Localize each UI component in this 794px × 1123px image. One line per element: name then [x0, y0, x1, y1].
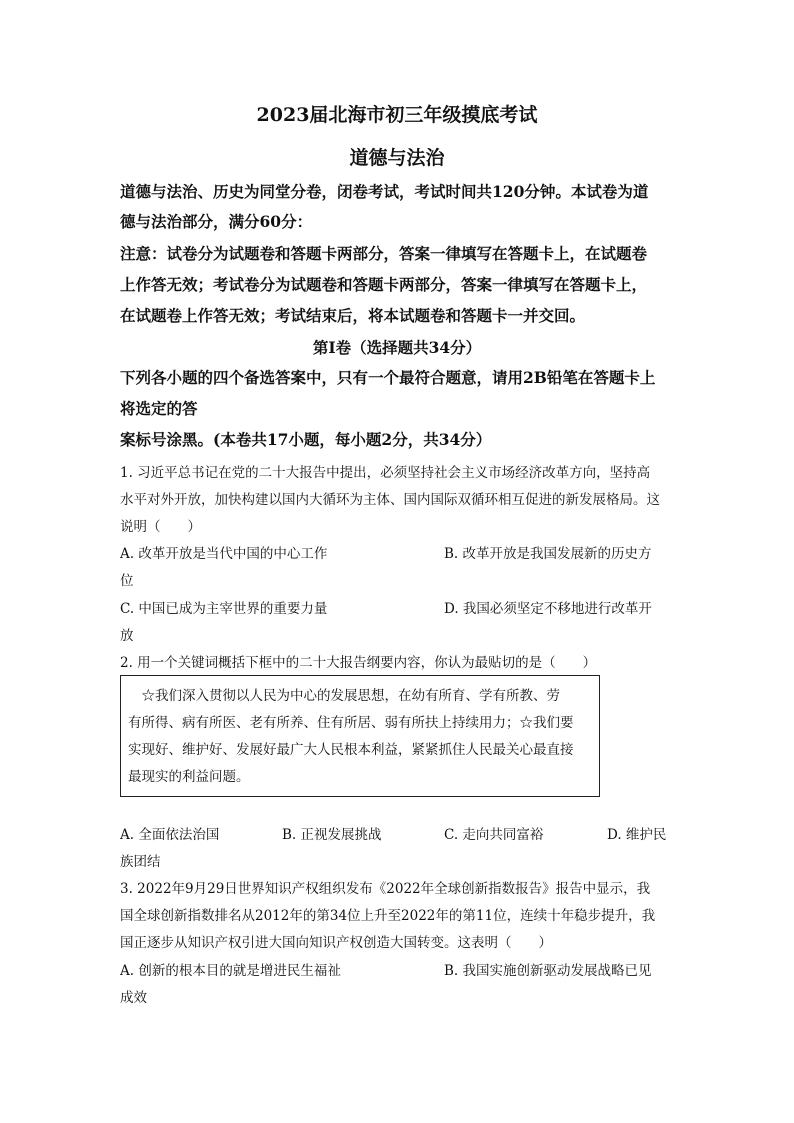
exam-title: 2023届北海市初三年级摸底考试	[256, 104, 538, 126]
q3-stem-line-3: 国正逐步从知识产权引进大国向知识产权创造大国转变。这表明（ ）	[120, 935, 552, 951]
q3-option-b: B. 我国实施创新驱动发展战略已见	[444, 963, 652, 979]
q2-option-c: C. 走向共同富裕	[444, 827, 544, 843]
section-title: 第I卷（选择题共34分）	[312, 338, 482, 357]
section-instruction-2: 将选定的答	[120, 399, 198, 418]
q2-option-d-wrap: 族团结	[120, 854, 161, 870]
intro-line-2: 德与法治部分，满分60分：	[120, 212, 313, 231]
intro-line-5: 在试题卷上作答无效；考试结束后，将本试题卷和答题卡一并交回。	[120, 306, 586, 325]
subject-title: 道德与法治	[349, 147, 445, 169]
q1-option-c: C. 中国已成为主宰世界的重要力量	[120, 601, 328, 617]
intro-line-1: 道德与法治、历史为同堂分卷，闭卷考试，考试时间共120分钟。本试卷为道	[120, 182, 649, 201]
q3-option-b-wrap: 成效	[120, 990, 147, 1006]
q3-option-a: A. 创新的根本目的就是增进民生福祉	[120, 963, 341, 979]
q2-option-d: D. 维护民	[607, 827, 667, 843]
q1-stem-line-2: 水平对外开放，加快构建以国内大循环为主体、国内国际双循环相互促进的新发展格局。这	[120, 492, 660, 508]
q2-box-line-3: 实现好、维护好、发展好最广大人民根本利益，紧紧抓住人民最关心最直接	[128, 742, 574, 758]
q2-option-a: A. 全面依法治国	[120, 827, 220, 843]
q1-stem-line-1: 1. 习近平总书记在党的二十大报告中提出，必须坚持社会主义市场经济改革方向，坚持高	[120, 465, 651, 481]
q2-material-box	[120, 675, 600, 797]
q2-box-line-1: ☆我们深入贯彻以人民为中心的发展思想，在幼有所育、学有所教、劳	[128, 688, 560, 704]
q1-option-a: A. 改革开放是当代中国的中心工作	[120, 546, 328, 562]
q3-stem-line-2: 国全球创新指数排名从2012年的第34位上升至2022年的第11位，连续十年稳步提升，我	[120, 908, 656, 924]
q1-stem-line-3: 说明（ ）	[120, 519, 201, 535]
q1-option-d: D. 我国必须坚定不移地进行改革开	[444, 601, 652, 617]
section-instruction-3: 案标号涂黑。(本卷共17小题，每小题2分，共34分）	[120, 430, 492, 449]
q1-option-b-wrap: 位	[120, 573, 134, 589]
q2-box-line-2: 有所得、病有所医、老有所养、住有所居、弱有所扶上持续用力；☆我们要	[128, 715, 574, 731]
q2-option-b: B. 正视发展挑战	[282, 827, 382, 843]
q1-option-b: B. 改革开放是我国发展新的历史方	[444, 546, 652, 562]
q1-option-d-wrap: 放	[120, 628, 134, 644]
intro-line-3: 注意：试卷分为试题卷和答题卡两部分，答案一律填写在答题卡上，在试题卷	[120, 244, 648, 263]
section-instruction-1: 下列各小题的四个备选答案中，只有一个最符合题意，请用2B铅笔在答题卡上	[120, 368, 656, 387]
q3-stem-line-1: 3. 2022年9月29日世界知识产权组织发布《2022年全球创新指数报告》报告中显示，我	[120, 881, 651, 897]
q2-stem: 2. 用一个关键词概括下框中的二十大报告纲要内容，你认为最贴切的是（ ）	[120, 655, 597, 671]
intro-line-4: 上作答无效；考试卷分为试题卷和答题卡两部分，答案一律填写在答题卡上，	[120, 275, 648, 294]
q2-box-line-4: 最现实的利益问题。	[128, 769, 250, 785]
